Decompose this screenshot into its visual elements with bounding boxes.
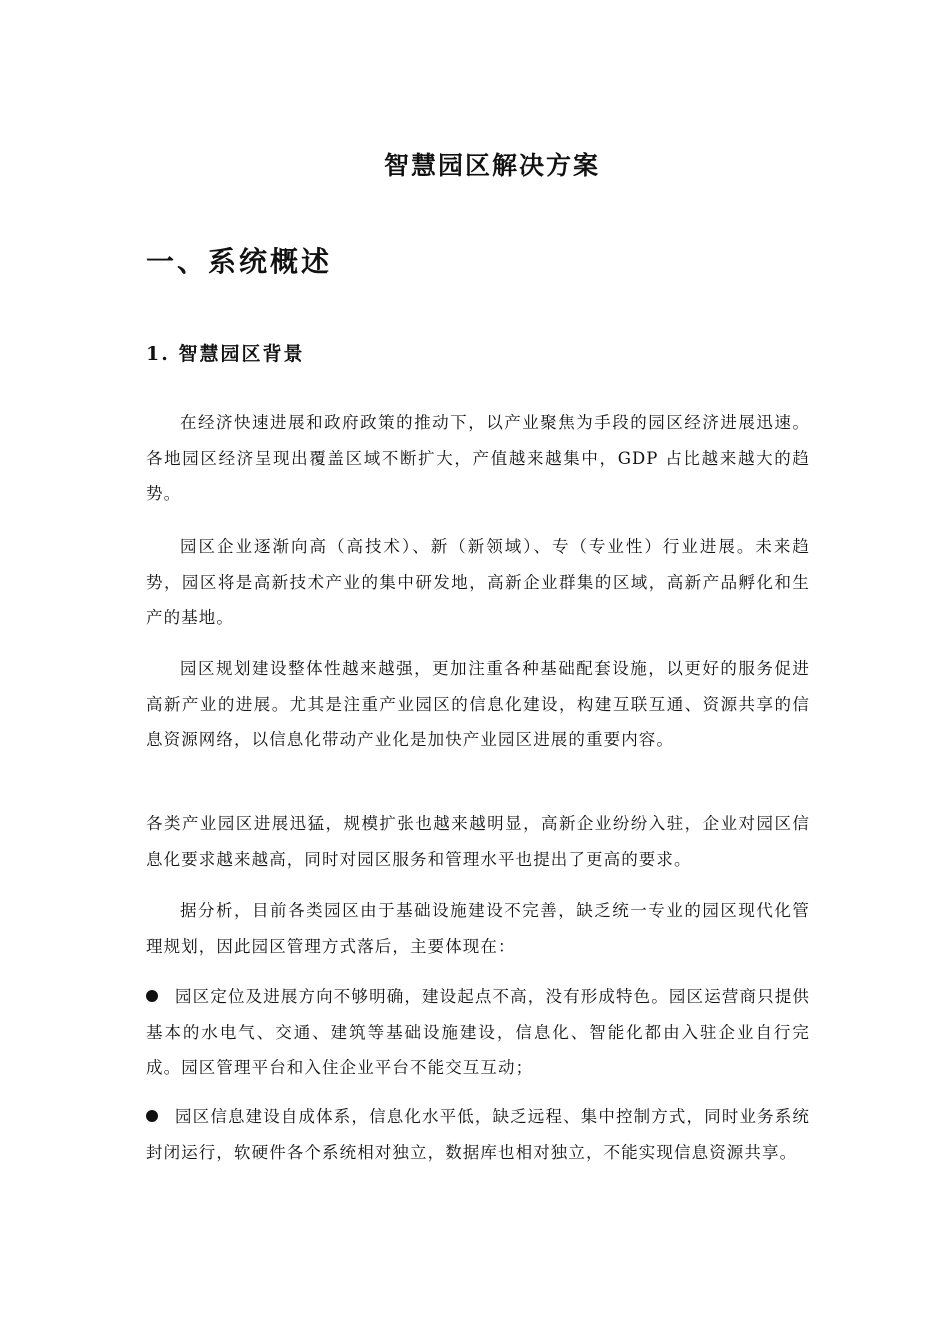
paragraph-growth: 各类产业园区进展迅猛，规模扩张也越来越明显，高新企业纷纷入驻，企业对园区信息化要求越来越高，同时对园区服务和管理水平也提出了更高的要求。 [146,814,810,869]
bullet-icon [146,1110,158,1122]
bullet-item-positioning [146,979,810,1086]
bullet-item-information [146,1099,810,1170]
paragraph-economy: 在经济快速进展和政府政策的推动下，以产业聚焦为手段的园区经济进展迅速。各地园区经济呈现出覆盖区域不断扩大，产值越来越集中，GDP 占比越来越大的趋势。 [146,413,810,503]
paragraph-planning: 园区规划建设整体性越来越强，更加注重各种基础配套设施，以更好的服务促进高新产业的进展。尤其是注重产业园区的信息化建设，构建互联互通、资源共享的信息资源网络，以信息化带动产业化是加快产业园区进展的重要内容。 [146,659,810,749]
bullet-text: 园区信息建设自成体系，信息化水平低，缺乏远程、集中控制方式，同时业务系统封闭运行，软硬件各个系统相对独立，数据库也相对独立，不能实现信息资源共享。 [146,1107,810,1162]
bullet-icon [146,990,158,1002]
paragraph-enterprises: 园区企业逐渐向高（高技术）、新（新领域）、专（专业性）行业进展。未来趋势，园区将是高新技术产业的集中研发地，高新企业群集的区域，高新产品孵化和生产的基地。 [146,537,810,627]
section-heading: 一、系统概述 [146,245,333,278]
bullet-text: 园区定位及进展方向不够明确，建设起点不高，没有形成特色。园区运营商只提供基本的水电气、交通、建筑等基础设施建设，信息化、智能化都由入驻企业自行完成。园区管理平台和入住企业平台不能交互互动； [146,987,810,1077]
subsection-heading: 1. 智慧园区背景 [146,343,305,365]
document-title: 智慧园区解决方案 [383,151,600,180]
paragraph-analysis: 据分析，目前各类园区由于基础设施建设不完善，缺乏统一专业的园区现代化管理规划，因此园区管理方式落后，主要体现在： [146,901,810,956]
